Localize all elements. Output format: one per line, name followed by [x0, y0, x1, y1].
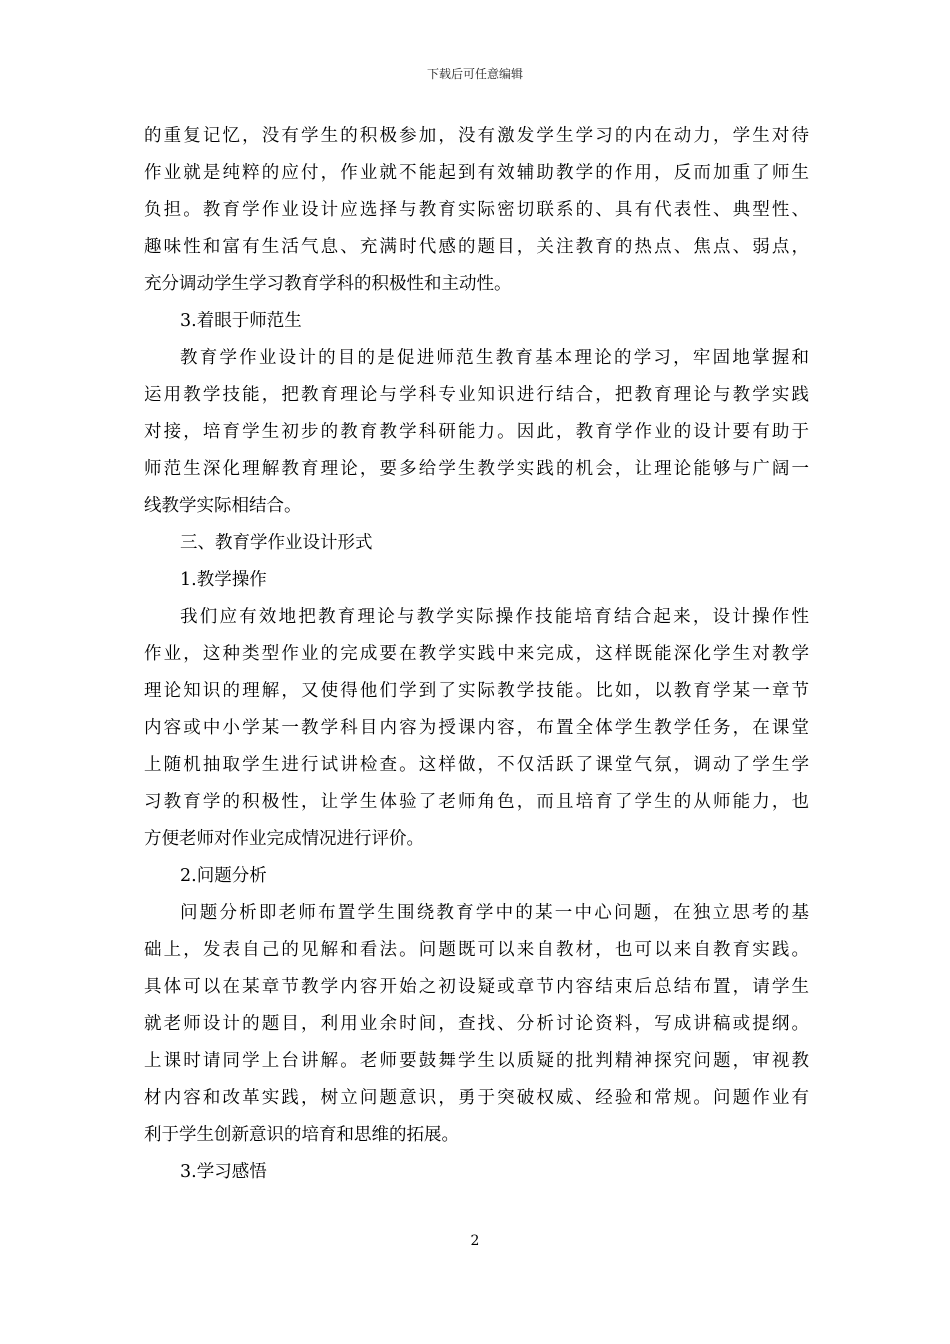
- paragraph-line: 作业，这种类型作业的完成要在教学实践中来完成，这样既能深化学生对教学: [144, 644, 809, 664]
- paragraph-line: 上课时请同学上台讲解。老师要鼓舞学生以质疑的批判精神探究问题，审视教: [144, 1051, 809, 1071]
- section-heading: 3.学习感悟: [180, 1162, 267, 1182]
- paragraph-line: 问题分析即老师布置学生围绕教育学中的某一中心问题，在独立思考的基: [180, 903, 809, 923]
- paragraph-line: 方便老师对作业完成情况进行评价。: [144, 829, 424, 849]
- paragraph-line: 我们应有效地把教育理论与教学实际操作技能培育结合起来，设计操作性: [180, 607, 809, 627]
- paragraph-line: 内容或中小学某一教学科目内容为授课内容，布置全体学生教学任务，在课堂: [144, 718, 809, 738]
- paragraph-line: 上随机抽取学生进行试讲检查。这样做，不仅活跃了课堂气氛，调动了学生学: [144, 755, 809, 775]
- paragraph-line: 具体可以在某章节教学内容开始之初设疑或章节内容结束后总结布置，请学生: [144, 977, 809, 997]
- section-heading: 三、教育学作业设计形式: [180, 533, 373, 553]
- paragraph-line: 习教育学的积极性，让学生体验了老师角色，而且培育了学生的从师能力，也: [144, 792, 809, 812]
- section-heading: 1.教学操作: [180, 570, 267, 590]
- document-body: [144, 118, 809, 1191]
- paragraph-line: 师范生深化理解教育理论，要多给学生教学实践的机会，让理论能够与广阔一: [144, 459, 809, 479]
- paragraph-line: 就老师设计的题目，利用业余时间，查找、分析讨论资料，写成讲稿或提纲。: [144, 1014, 809, 1034]
- paragraph-line: 理论知识的理解，又使得他们学到了实际教学技能。比如，以教育学某一章节: [144, 681, 809, 701]
- section-heading: 2.问题分析: [180, 866, 267, 886]
- paragraph-line: 础上，发表自己的见解和看法。问题既可以来自教材，也可以来自教育实践。: [144, 940, 809, 960]
- page-header-note: 下载后可任意编辑: [426, 67, 523, 81]
- page-number: 2: [470, 1233, 480, 1249]
- paragraph-line: 材内容和改革实践，树立问题意识，勇于突破权威、经验和常规。问题作业有: [144, 1088, 809, 1108]
- paragraph-line: 利于学生创新意识的培育和思维的拓展。: [144, 1125, 459, 1145]
- paragraph-line: 对接，培育学生初步的教育教学科研能力。因此，教育学作业的设计要有助于: [144, 422, 809, 442]
- paragraph-line: 作业就是纯粹的应付，作业就不能起到有效辅助教学的作用，反而加重了师生: [144, 163, 809, 183]
- paragraph-line: 充分调动学生学习教育学科的积极性和主动性。: [144, 274, 512, 294]
- paragraph-line: 线教学实际相结合。: [144, 496, 302, 516]
- section-heading: 3.着眼于师范生: [180, 311, 302, 331]
- paragraph-line: 趣味性和富有生活气息、充满时代感的题目，关注教育的热点、焦点、弱点，: [144, 237, 809, 257]
- paragraph-line: 负担。教育学作业设计应选择与教育实际密切联系的、具有代表性、典型性、: [144, 200, 809, 220]
- paragraph-line: 教育学作业设计的目的是促进师范生教育基本理论的学习，牢固地掌握和: [180, 348, 809, 368]
- paragraph-line: 的重复记忆，没有学生的积极参加，没有激发学生学习的内在动力，学生对待: [144, 126, 809, 146]
- paragraph-line: 运用教学技能，把教育理论与学科专业知识进行结合，把教育理论与教学实践: [144, 385, 809, 405]
